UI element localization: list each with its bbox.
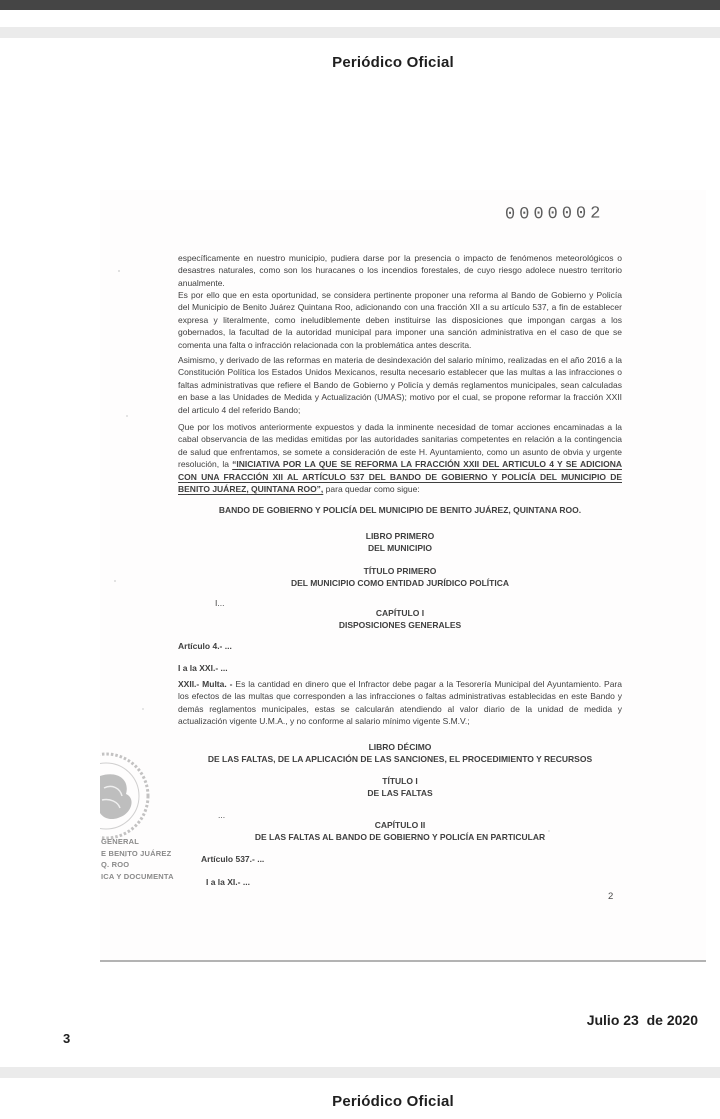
heading-line: DE LAS FALTAS [367, 788, 433, 799]
seal-text-line: GENERAL [101, 837, 140, 846]
fractions-i-to-xi-line: I a la XI.- ... [206, 877, 250, 887]
scan-noise-specks [118, 270, 120, 272]
fractions-i-to-xxi-line: I a la XXI.- ... [178, 663, 228, 673]
paragraph-desindexacion: Asimismo, y derivado de las reformas en materia de desindexación del salario mínimo, realizadas en el año 2016 a la Constitución Política los Estados Unidos Mexicanos, resulta necesario establecer que las multas a las infracciones o faltas administrativas que refiere el Bando de Gobierno y Policía y demás reglamentos municipales, sean calculadas en base a las Unidades de Medida y Actualización (UMAS); motivo por el cual, se propone reformar la fracción XXII del articulo 4 del referido Bando; [178, 355, 622, 415]
paragraph-iniciativa-post: para quedar como sigue: [323, 484, 420, 495]
seal-text-line: Q. ROO [101, 860, 130, 870]
scanned-document-page [100, 190, 706, 962]
heading-line: DEL MUNICIPIO [367, 543, 433, 554]
paragraph-intro: específicamente en nuestro municipio, pudiera darse por la presencia o impacto de fenómenos meteorológicos o desastres naturales, como son los huracanes o los incendios forestales, de cuyo riesgo adolece nuestro territorio anualmente. [178, 253, 622, 288]
heading-capitulo-ii [178, 819, 622, 844]
ellipsis-line: ... [218, 810, 226, 820]
xxii-multa-lead: XXII.- Multa. - [178, 679, 233, 689]
paragraph-reforma: Es por ello que en esta oportunidad, se considera pertinente proponer una reforma al Bando de Gobierno y Policía del Municipio de Benito Juárez Quintana Roo, adicionando con una fracción XII a su artículo 537, a fin de establecer expresa y literalmente, como ineludiblemente deben instituirse las disposiciones que impongan cargas a los gobernados, la facultad de la autoridad municipal para imponer una sanción administrativa en el caso de que se comenta una falta o infracción relacionada con la problemática antes descrita. [178, 290, 622, 350]
heading-line: DISPOSICIONES GENERALES [338, 620, 462, 631]
gazette-header-title: Periódico Oficial [332, 54, 454, 71]
ellipsis-roman-i: I... [215, 598, 225, 608]
folio-number-stamp: 0000002 [504, 204, 605, 225]
article-4-line: Artículo 4.- ... [178, 641, 232, 651]
seal-stamp-text [101, 836, 174, 882]
page-gap-strip-top [0, 27, 720, 38]
heading-bando: BANDO DE GOBIERNO Y POLICÍA DEL MUNICIPIO DE BENITO JUÁREZ, QUINTANA ROO. [218, 505, 582, 515]
issue-date: Julio 23 de 2020 [586, 1012, 698, 1028]
heading-libro-primero [178, 530, 622, 555]
paragraph-iniciativa [178, 421, 622, 495]
heading-line: DE LAS FALTAS, DE LA APLICACIÓN DE LAS SANCIONES, EL PROCEDIMIENTO Y RECURSOS [207, 754, 593, 765]
page-gap-strip-bottom [0, 1067, 720, 1078]
next-page-header-title: Periódico Oficial [332, 1093, 454, 1110]
seal-text-line: ICA Y DOCUMENTA [101, 871, 174, 881]
municipal-seal-icon [100, 750, 170, 850]
heading-line: LIBRO DÉCIMO [368, 742, 432, 752]
seal-text-line: E BENITO JUÁREZ [101, 848, 172, 858]
paragraph-xxii-multa [178, 678, 622, 728]
heading-line: CAPÍTULO I [375, 608, 425, 618]
xxii-multa-body: Es la cantidad en dinero que el Infractor debe pagar a la Tesorería Municipal del Ayuntamiento. Para los efectos de las multas que corresponden a las infracciones o faltas administrativas establecidas en este Bando y demás reglamentos municipales, estas se calcularán atendiendo al valor diario de la unidad de medida y actualización vigente U.M.A., y no conforme al salario mínimo vigente S.M.V.; [178, 679, 622, 727]
heading-line: DEL MUNICIPIO COMO ENTIDAD JURÍDICO POLÍTICA [290, 578, 510, 589]
paragraph-iniciativa-pre: Que por los motivos anteriormente expuestos y dada la inminente necesidad de tomar acciones encaminadas a la cabal observancia de las medidas emitidas por las autoridades sanitarias competentes en relación a la contingencia de salud que enfrentamos, se somete a consideración de este H. Ayuntamiento, como un asunto de obvia y urgente resolución, la [178, 422, 622, 470]
gazette-page-number: 3 [63, 1031, 71, 1046]
heading-titulo-i [178, 775, 622, 800]
heading-line: TÍTULO I [382, 776, 418, 786]
article-537-line: Artículo 537.- ... [201, 854, 265, 864]
heading-libro-decimo [178, 741, 622, 766]
window-top-bar [0, 0, 720, 10]
heading-titulo-primero [178, 565, 622, 590]
heading-capitulo-i [178, 607, 622, 632]
heading-line: DE LAS FALTAS AL BANDO DE GOBIERNO Y POLICÍA EN PARTICULAR [254, 832, 546, 843]
heading-line: LIBRO PRIMERO [365, 531, 435, 541]
iniciativa-title-emphasis: “INICIATIVA POR LA QUE SE REFORMA LA FRACCIÓN XXII DEL ARTICULO 4 Y SE ADICIONA CON UNA FRACCIÓN XII AL ARTÍCULO 537 DEL BANDO DE GOBIERNO Y POLICÍA DEL MUNICIPIO DE BENITO JUÁREZ, QUINTANA ROO”, [178, 459, 622, 495]
heading-line: TÍTULO PRIMERO [363, 566, 437, 576]
scan-page-number: 2 [608, 891, 614, 902]
heading-line: CAPÍTULO II [374, 820, 426, 830]
